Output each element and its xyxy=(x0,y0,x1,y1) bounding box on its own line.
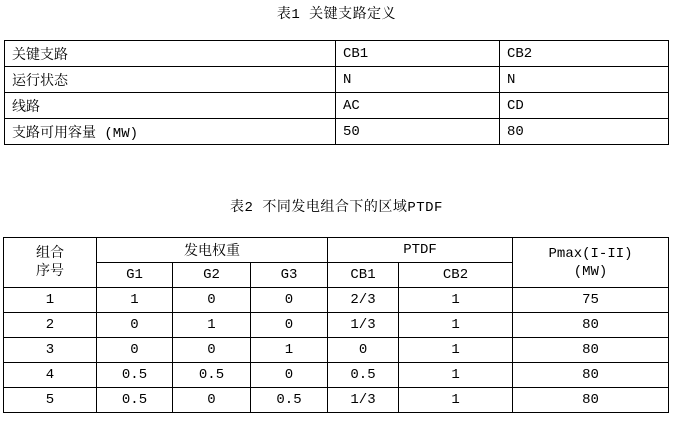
table-cell: CB2 xyxy=(500,41,669,67)
table-cell: N xyxy=(336,67,500,93)
table1-key-branch-definition xyxy=(4,40,669,145)
table2-regional-ptdf xyxy=(3,237,669,413)
table-row-available-capacity xyxy=(5,119,669,145)
table-cell: N xyxy=(500,67,669,93)
table-cell: 1/3 xyxy=(328,388,399,413)
table-cell: 4 xyxy=(4,363,97,388)
table-cell: 0 xyxy=(251,313,328,338)
column-group-generation-weight: 发电权重 xyxy=(97,238,328,263)
combo-header-line1: 组合 xyxy=(36,245,64,262)
table-cell: 1 xyxy=(251,338,328,363)
table-cell: 1 xyxy=(399,313,513,338)
table-row-line xyxy=(5,93,669,119)
table-row-key-branch xyxy=(5,41,669,67)
table-cell: 80 xyxy=(513,313,669,338)
table-cell: 50 xyxy=(336,119,500,145)
table-cell: 2 xyxy=(4,313,97,338)
table-cell: 0 xyxy=(251,363,328,388)
table-cell: 80 xyxy=(513,338,669,363)
table2-caption: 表2 不同发电组合下的区域PTDF xyxy=(230,200,443,216)
table-cell: 80 xyxy=(513,388,669,413)
table-cell: 0 xyxy=(328,338,399,363)
column-header-cb2: CB2 xyxy=(399,263,513,288)
table-cell: CB1 xyxy=(336,41,500,67)
table-cell: 0 xyxy=(173,388,251,413)
table-cell: 1 xyxy=(399,363,513,388)
table-cell: 0.5 xyxy=(328,363,399,388)
table-row-combo-3 xyxy=(4,338,669,363)
table-cell: 0 xyxy=(173,338,251,363)
pmax-header-line2: (MW) xyxy=(573,263,608,280)
column-group-ptdf: PTDF xyxy=(328,238,513,263)
column-header-g2: G2 xyxy=(173,263,251,288)
table-row-combo-1 xyxy=(4,288,669,313)
column-header-cb1: CB1 xyxy=(328,263,399,288)
column-header-pmax xyxy=(513,238,669,288)
table-cell: 0.5 xyxy=(251,388,328,413)
table-cell: 0.5 xyxy=(97,388,173,413)
table-cell: 1 xyxy=(399,388,513,413)
table-cell: 5 xyxy=(4,388,97,413)
combo-header-line2: 序号 xyxy=(36,263,64,280)
table-cell: 1 xyxy=(399,288,513,313)
row-label: 运行状态 xyxy=(5,67,336,93)
column-header-g3: G3 xyxy=(251,263,328,288)
table-cell: 0.5 xyxy=(173,363,251,388)
table-cell: 1 xyxy=(97,288,173,313)
table-cell: 0 xyxy=(251,288,328,313)
table-cell: 1 xyxy=(4,288,97,313)
header-row-groups xyxy=(4,238,669,263)
table-cell: CD xyxy=(500,93,669,119)
table-cell: 1 xyxy=(173,313,251,338)
pmax-header-line1: Pmax(I-II) xyxy=(548,245,633,262)
column-header-g1: G1 xyxy=(97,263,173,288)
table-cell: 0.5 xyxy=(97,363,173,388)
row-label: 支路可用容量 (MW) xyxy=(5,119,336,145)
table-row-combo-4 xyxy=(4,363,669,388)
table-cell: 0 xyxy=(97,313,173,338)
table-cell: 80 xyxy=(500,119,669,145)
table1-caption: 表1 关键支路定义 xyxy=(276,7,397,23)
table-cell: 0 xyxy=(173,288,251,313)
table-cell: 75 xyxy=(513,288,669,313)
table-row-combo-2 xyxy=(4,313,669,338)
table-cell: 2/3 xyxy=(328,288,399,313)
row-label: 线路 xyxy=(5,93,336,119)
table-cell: AC xyxy=(336,93,500,119)
column-header-combo-number xyxy=(4,238,97,288)
table-cell: 3 xyxy=(4,338,97,363)
table-cell: 1 xyxy=(399,338,513,363)
row-label: 关键支路 xyxy=(5,41,336,67)
table-cell: 1/3 xyxy=(328,313,399,338)
table-row-operating-status xyxy=(5,67,669,93)
table-cell: 80 xyxy=(513,363,669,388)
table-cell: 0 xyxy=(97,338,173,363)
table-row-combo-5 xyxy=(4,388,669,413)
